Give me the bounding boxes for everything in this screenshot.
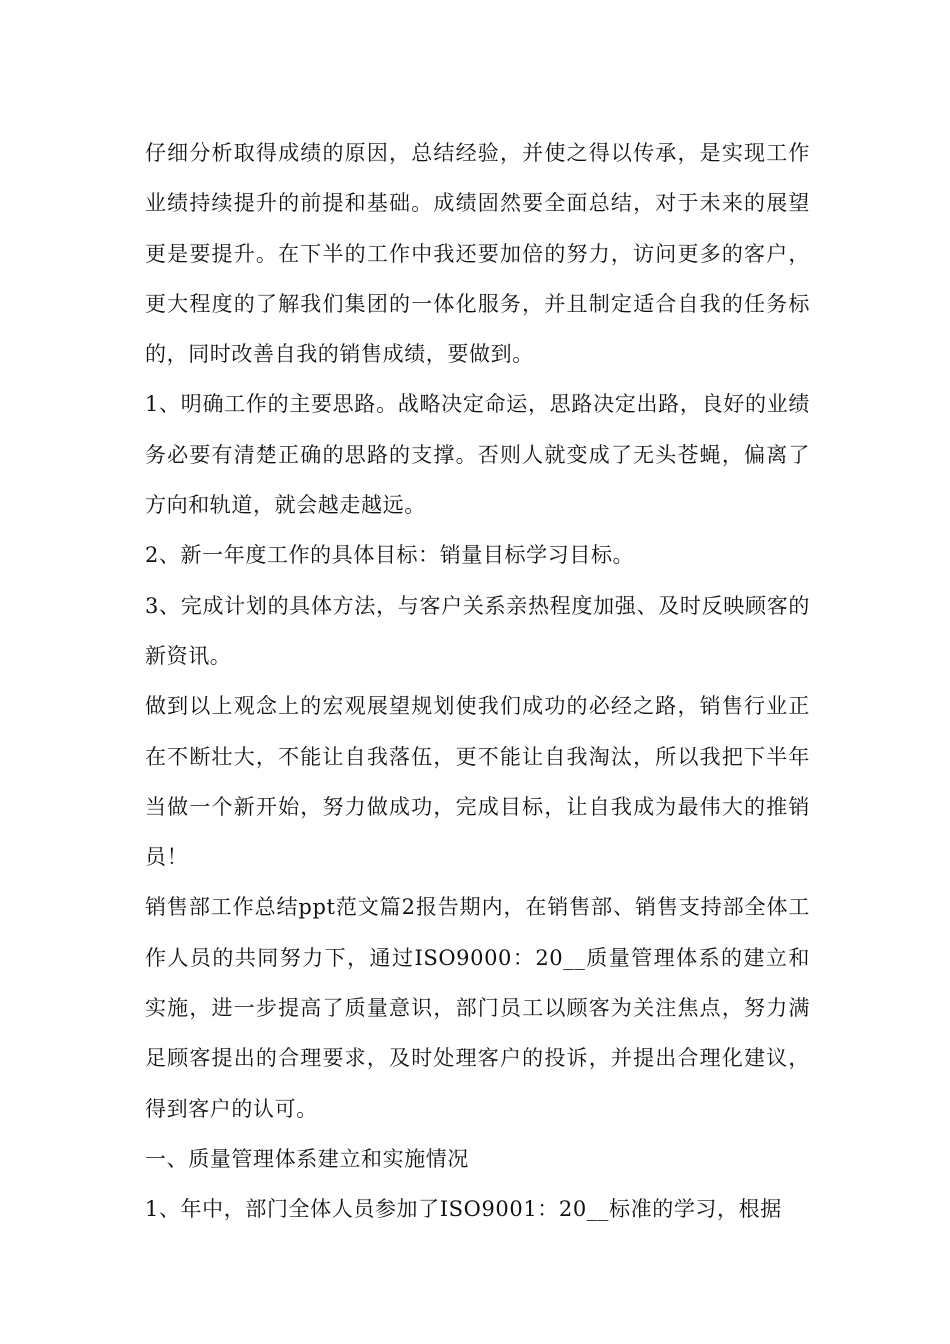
paragraph-item-1: 1、明确工作的主要思路。战略决定命运，思路决定出路，良好的业绩务必要有清楚正确的思路的支撑。否则人就变成了无头苍蝇，偏离了方向和轨道，就会越走越远。	[145, 392, 810, 518]
paragraph-item-2: 2、新一年度工作的具体目标：销量目标学习目标。	[145, 543, 635, 568]
paragraph-quality-item-1: 1、年中，部门全体人员参加了ISO9001：20__标准的学习，根据	[145, 1197, 782, 1222]
paragraph-summary: 仔细分析取得成绩的原因，总结经验，并使之得以传承，是实现工作业绩持续提升的前提和基础。成绩固然要全面总结，对于未来的展望更是要提升。在下半的工作中我还要加倍的努力，访问更多的客户，更大程度的了解我们集团的一体化服务，并且制定适合自我的任务标的，同时改善自我的销售成绩，要做到。	[145, 141, 810, 367]
section-heading-quality: 一、质量管理体系建立和实施情况	[145, 1146, 469, 1171]
paragraph-report-intro: 销售部工作总结ppt范文篇2报告期内，在销售部、销售支持部全体工作人员的共同努力下，通过ISO9000：20__质量管理体系的建立和实施，进一步提高了质量意识，部门员工以顾客为关注焦点，努力满足顾客提出的合理要求，及时处理客户的投诉，并提出合理化建议，得到客户的认可。	[145, 895, 810, 1121]
paragraph-item-3: 3、完成计划的具体方法，与客户关系亲热程度加强、及时反映顾客的新资讯。	[145, 593, 810, 668]
document-body	[145, 128, 810, 1235]
paragraph-outlook: 做到以上观念上的宏观展望规划使我们成功的必经之路，销售行业正在不断壮大，不能让自我落伍，更不能让自我淘汰，所以我把下半年当做一个新开始，努力做成功，完成目标，让自我成为最伟大的推销员！	[145, 694, 810, 870]
